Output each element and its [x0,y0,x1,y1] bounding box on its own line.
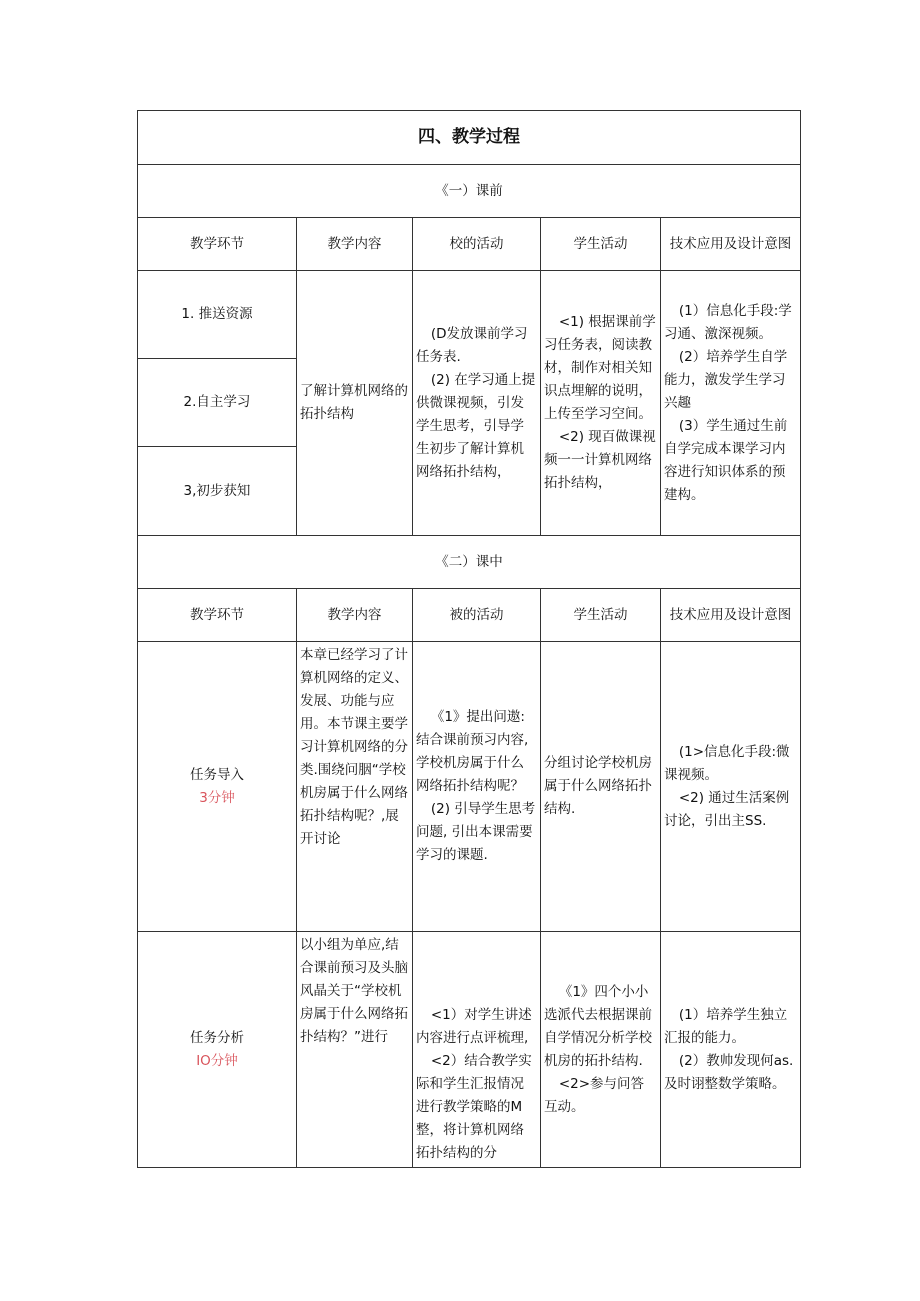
student-item: <2) 现百做课视频一一计算机网络拓扑结构， [544,429,656,491]
student-item: <1) 根据课前学习任务表，阅读教材，制作对相关知识点埋解的说明，上传至学习空间。 [544,314,656,422]
header-teacher-activity: 被的活动 [413,589,541,642]
header-stage: 教学环节 [138,218,297,271]
tech-item: (3）学生通过生前自学完成本课学习内容进行知识体系的预建构。 [664,417,788,503]
task-analysis-teacher-activity [413,932,541,1168]
student-item: <2>参与问答互动。 [544,1075,645,1115]
teacher-item: (2) 引导学生思考问题, 引出本课需要学习的课题. [416,801,536,863]
pre-class-content: 了解计算机网络的拓扑结构 [297,271,413,536]
teacher-item: (2) 在学习通上提供微课视频，引发学生思考，引导学生初步了解计算机网络拓扑结构， [416,371,536,480]
teaching-process-page [137,110,800,1168]
task-intro-content: 本章已经学习了计算机网络的定义、发展、功能与应用。本节课主要学习计算机网络的分类.围绕问胭“学校机房属于什么网络拓扑结构呢？,展开讨论 [297,642,413,932]
pre-class-student-activity [541,271,661,536]
header-tech-design: 技术应用及设计意图 [661,218,801,271]
tech-item: (1）信息化手段:学习通、激深视频。 [664,302,792,342]
teacher-item: <1）对学生讲述内容进行点评梳理, [416,1007,532,1046]
header-teacher-activity: 校的活动 [413,218,541,271]
task-analysis-content: 以小组为单应,结合课前预习及头脑风晶关于“学校机房属于什么网络拓扑结构？”进行 [297,932,413,1168]
task-intro-teacher-activity [413,642,541,932]
stage-name: 任务导入 [190,766,244,783]
teaching-process-table [137,110,801,1168]
tech-item: <2) 通过生活案例讨论，引出主SS. [664,789,790,829]
task-intro-tech-design [661,642,801,932]
tech-item: (1>信息化手段:微课视频。 [664,743,790,783]
pre-class-teacher-activity [413,271,541,536]
header-content: 教学内容 [297,589,413,642]
table-title: 四、教学过程 [138,111,801,165]
tech-item: (2）教帅发现何as.及时诩整数学策略。 [664,1052,794,1092]
stage-time: 3分钟 [199,789,235,806]
stage-initial-knowledge: 3,初步获知 [138,447,297,536]
stage-self-study: 2.自主学习 [138,359,297,447]
header-student-activity: 学生活动 [541,218,661,271]
tech-item: (2）培养学生自学能力，激发学生学习兴趣 [664,348,788,411]
teacher-item: 《1》提出问遨:结合课前预习内容,学校机房属于什么网络拓扑结构呢？ [416,709,529,794]
header-tech-design: 技术应用及设计意图 [661,589,801,642]
stage-push-resources: 1. 推送资源 [138,271,297,359]
header-stage: 教学环节 [138,589,297,642]
stage-time: IO分钟 [196,1052,238,1069]
section-in-class: 《二）课中 [138,536,801,589]
header-content: 教学内容 [297,218,413,271]
task-analysis-student-activity [541,932,661,1168]
student-item: 《1》四个小小选派代去根据课前自学情况分析学校机房的拓扑结构. [544,983,652,1069]
task-intro-student-activity [541,642,661,932]
teacher-item: (D发放课前学习任务表. [416,325,528,365]
header-student-activity: 学生活动 [541,589,661,642]
stage-task-analysis [138,932,297,1168]
stage-task-intro [138,642,297,932]
tech-item: (1）培养学生独立汇报的能力。 [664,1006,788,1046]
task-analysis-tech-design [661,932,801,1168]
student-item: 分组讨论学校机房属于什么网络拓扑结构. [544,755,652,817]
teacher-item: <2）结合教学实际和学生汇报情况进行教学策略的M整，将计算机网络拓扑结构的分 [416,1053,532,1161]
section-pre-class: 《一）课前 [138,165,801,218]
stage-name: 任务分析 [190,1029,244,1046]
pre-class-tech-design [661,271,801,536]
